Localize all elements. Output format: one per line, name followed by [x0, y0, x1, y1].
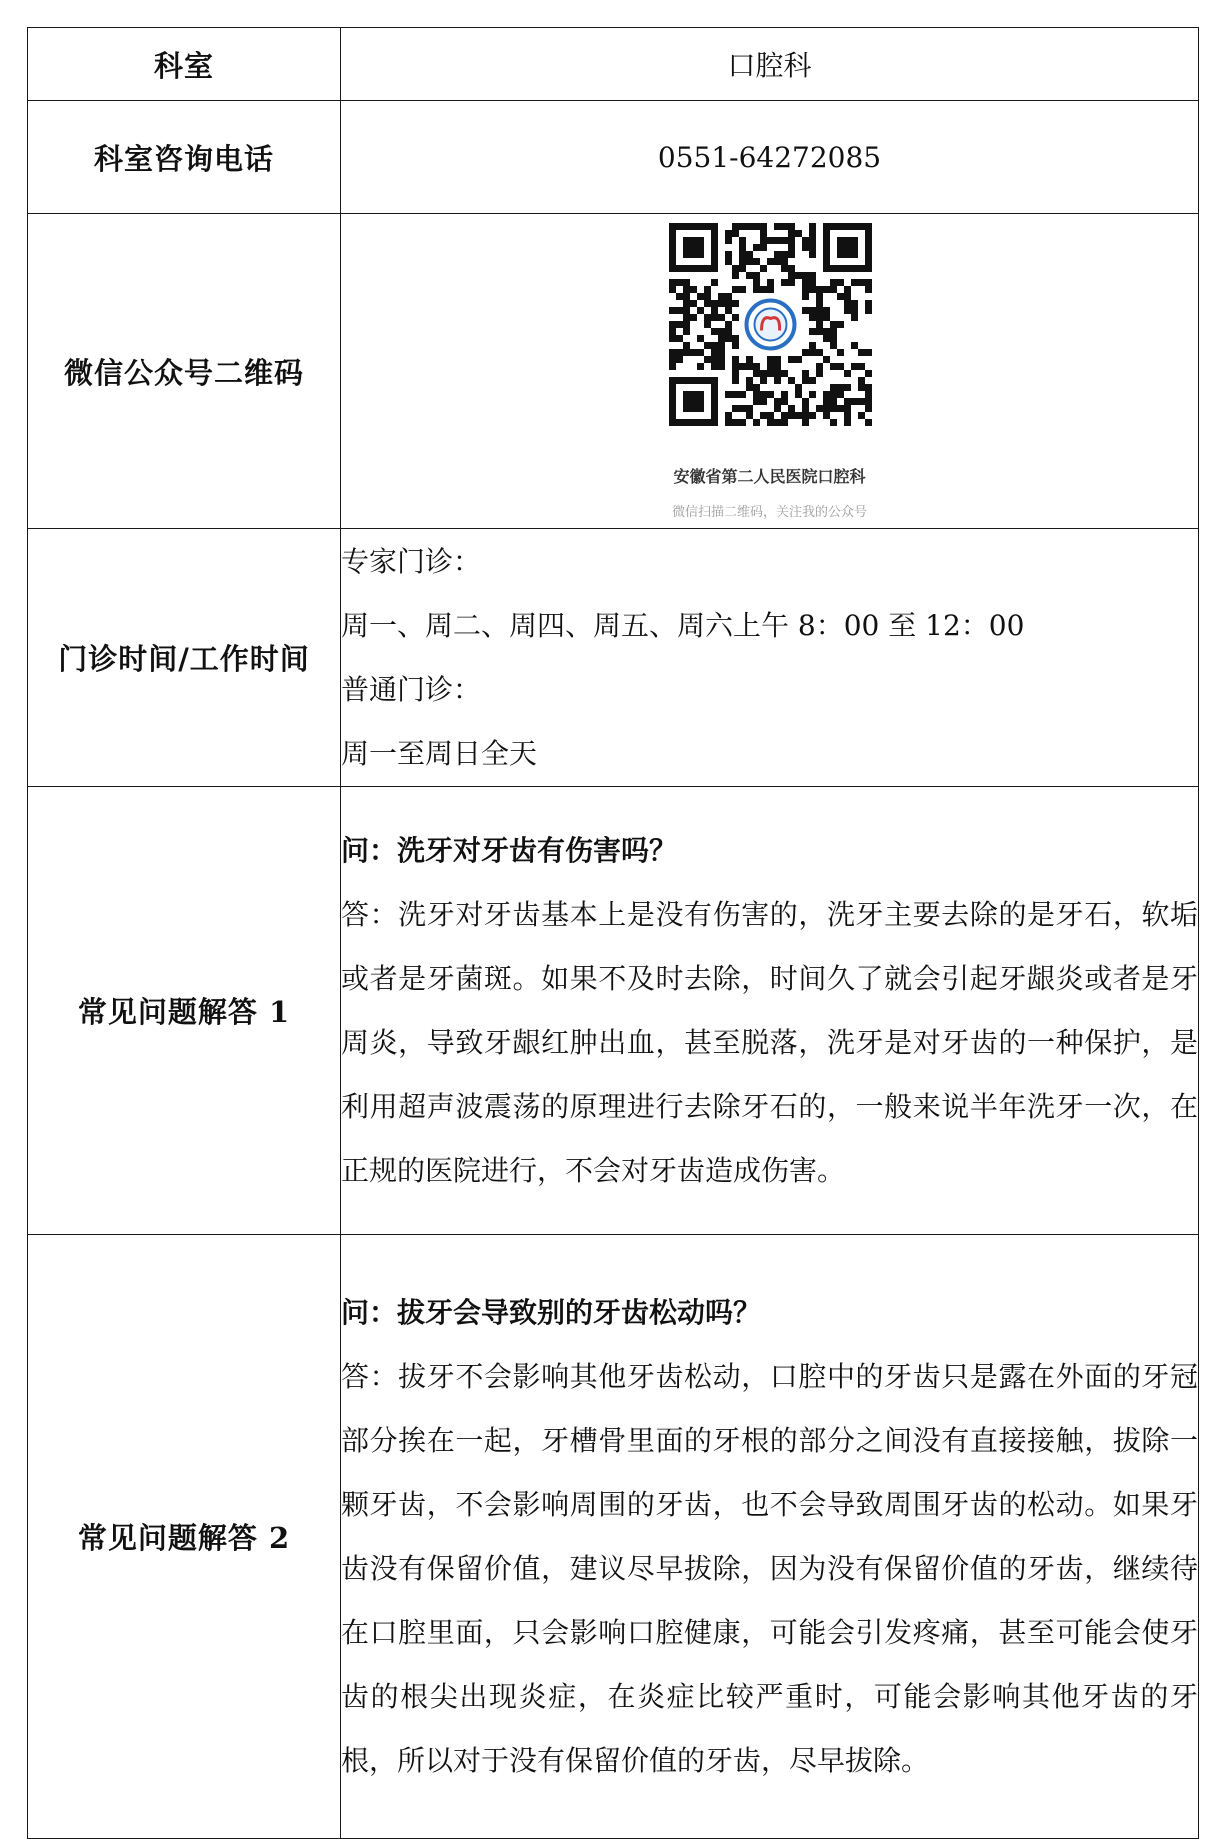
department-row — [28, 28, 1199, 101]
department-info-table — [27, 27, 1199, 1839]
qr-wrapper — [341, 223, 1198, 520]
qr-caption: 安徽省第二人民医院口腔科 — [673, 466, 866, 486]
faq1-answer: 答：洗牙对牙齿基本上是没有伤害的，洗牙主要去除的是牙石，软垢或者是牙菌斑。如果不及时去除，时间久了就会引起牙龈炎或者是牙周炎，导致牙龈红肿出血，甚至脱落，洗牙是对牙齿的一种保护，是利用超声波震荡的原理进行去除牙石的，一般来说半年洗牙一次，在正规的医院进行，不会对牙齿造成伤害。 — [341, 897, 1198, 1187]
phone-value: 0551-64272085 — [341, 101, 1199, 214]
wechat-qr-row — [28, 214, 1199, 529]
hours-line: 专家门诊： — [341, 544, 482, 578]
faq2-question: 问：拔牙会导致别的牙齿松动吗？ — [341, 1295, 762, 1329]
hours-row — [28, 529, 1199, 787]
faq1-label: 常见问题解答 1 — [28, 787, 341, 1235]
hours-line: 周一至周日全天 — [341, 736, 538, 770]
wechat-qr-cell — [341, 214, 1199, 529]
faq1-content — [341, 787, 1199, 1235]
qr-code-graphic — [654, 223, 886, 426]
hours-line: 周一、周二、周四、周五、周六上午 8：00 至 12：00 — [341, 608, 1025, 642]
hours-content — [341, 529, 1199, 787]
qr-code-image[interactable] — [654, 223, 886, 426]
faq1-question: 问：洗牙对牙齿有伤害吗？ — [341, 833, 678, 867]
hours-label: 门诊时间/工作时间 — [28, 529, 341, 787]
faq2-content — [341, 1235, 1199, 1839]
phone-row — [28, 101, 1199, 214]
phone-label: 科室咨询电话 — [28, 101, 341, 214]
faq2-label: 常见问题解答 2 — [28, 1235, 341, 1839]
department-value: 口腔科 — [341, 28, 1199, 101]
department-label: 科室 — [28, 28, 341, 101]
faq2-answer: 答：拔牙不会影响其他牙齿松动，口腔中的牙齿只是露在外面的牙冠部分挨在一起，牙槽骨里面的牙根的部分之间没有直接接触，拔除一颗牙齿，不会影响周围的牙齿，也不会导致周围牙齿的松动。如果牙齿没有保留价值，建议尽早拔除，因为没有保留价值的牙齿，继续待在口腔里面，只会影响口腔健康，可能会引发疼痛，甚至可能会使牙齿的根尖出现炎症，在炎症比较严重时，可能会影响其他牙齿的牙根，所以对于没有保留价值的牙齿，尽早拔除。 — [341, 1359, 1198, 1777]
qr-subcaption: 微信扫描二维码，关注我的公众号 — [671, 504, 867, 520]
hours-line: 普通门诊： — [341, 672, 482, 706]
faq2-row — [28, 1235, 1199, 1839]
faq1-row — [28, 787, 1199, 1235]
wechat-qr-label: 微信公众号二维码 — [28, 214, 341, 529]
